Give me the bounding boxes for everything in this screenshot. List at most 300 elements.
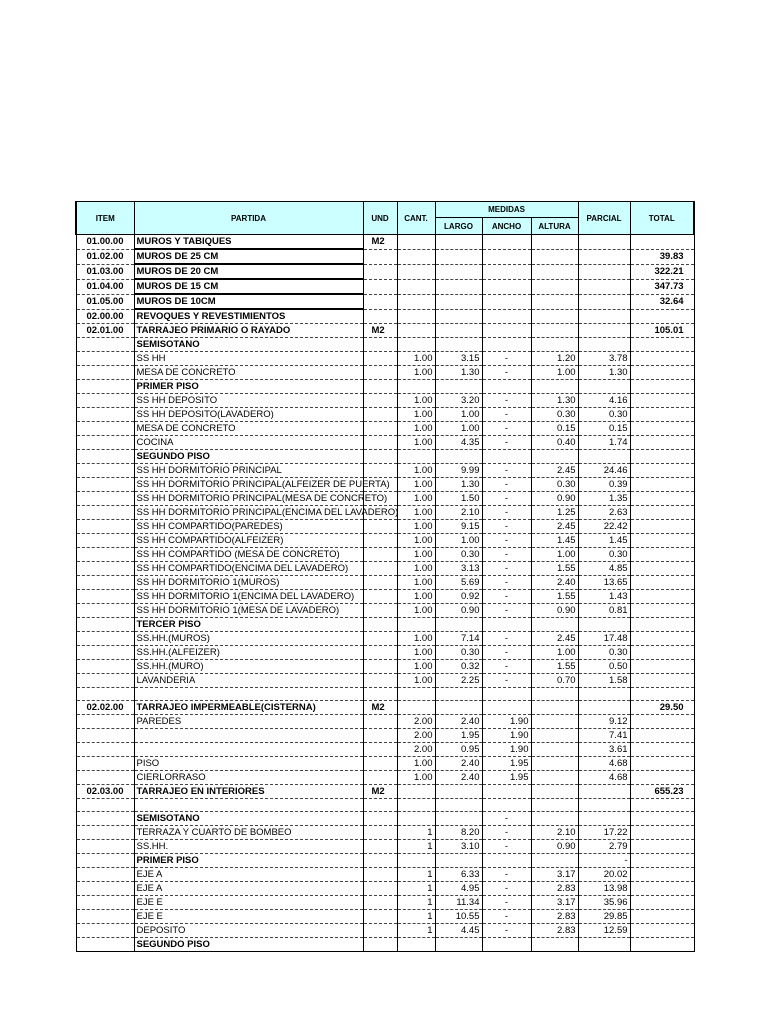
parcial-cell: 3.61 xyxy=(578,743,630,757)
ancho-cell: - xyxy=(482,882,531,896)
item-cell: 01.03.00 xyxy=(76,264,134,279)
total-cell xyxy=(630,826,694,840)
total-cell xyxy=(630,910,694,924)
ancho-cell xyxy=(482,854,531,868)
cant-cell xyxy=(397,854,435,868)
parcial-cell: 2.63 xyxy=(578,506,630,520)
parcial-cell xyxy=(578,688,630,701)
partida-cell xyxy=(134,743,363,757)
table-row xyxy=(76,840,694,854)
total-cell xyxy=(630,660,694,674)
largo-cell: 3.10 xyxy=(435,840,482,854)
partida-cell: DEPOSITO xyxy=(134,924,363,938)
cant-cell: 1.00 xyxy=(397,352,435,366)
partida-cell: SS HH COMPARTIDO(ALFEIZER) xyxy=(134,534,363,548)
largo-cell: 0.30 xyxy=(435,646,482,660)
largo-cell: 8.20 xyxy=(435,826,482,840)
parcial-cell: 0.30 xyxy=(578,548,630,562)
und-cell xyxy=(363,562,397,576)
cant-cell: 1.00 xyxy=(397,520,435,534)
altura-cell xyxy=(531,715,578,729)
parcial-cell: 4.16 xyxy=(578,394,630,408)
partida-cell: TARRAJEO PRIMARIO O RAYADO xyxy=(134,324,363,338)
parcial-cell xyxy=(578,380,630,394)
metrado-table xyxy=(75,201,695,952)
und-cell xyxy=(363,309,397,324)
largo-cell: 5.69 xyxy=(435,576,482,590)
largo-cell: 9.99 xyxy=(435,464,482,478)
altura-cell: 1.00 xyxy=(531,366,578,380)
item-cell xyxy=(76,868,134,882)
table-row xyxy=(76,618,694,632)
partida-cell: SS HH DEPOSITO(LAVADERO) xyxy=(134,408,363,422)
altura-cell: 1.55 xyxy=(531,590,578,604)
cant-cell xyxy=(397,324,435,338)
largo-cell xyxy=(435,812,482,826)
parcial-cell: 9.12 xyxy=(578,715,630,729)
table-row xyxy=(76,590,694,604)
ancho-cell: - xyxy=(482,590,531,604)
table-row xyxy=(76,534,694,548)
largo-cell xyxy=(435,380,482,394)
table-row xyxy=(76,235,694,250)
partida-cell: MESA DE CONCRETO xyxy=(134,422,363,436)
ancho-cell: - xyxy=(482,562,531,576)
total-cell xyxy=(630,534,694,548)
item-cell xyxy=(76,826,134,840)
partida-cell: SS HH COMPARTIDO(ENCIMA DEL LAVADERO) xyxy=(134,562,363,576)
altura-cell xyxy=(531,450,578,464)
total-cell xyxy=(630,450,694,464)
und-cell xyxy=(363,520,397,534)
table-row xyxy=(76,896,694,910)
header-altura: ALTURA xyxy=(531,218,578,235)
item-cell: 02.02.00 xyxy=(76,701,134,715)
ancho-cell xyxy=(482,338,531,352)
total-cell xyxy=(630,408,694,422)
partida-cell: MUROS DE 10CM xyxy=(134,294,363,309)
table-row xyxy=(76,646,694,660)
und-cell: M2 xyxy=(363,324,397,338)
cant-cell: 1.00 xyxy=(397,366,435,380)
item-cell xyxy=(76,799,134,812)
ancho-cell: - xyxy=(482,478,531,492)
item-cell xyxy=(76,492,134,506)
und-cell xyxy=(363,618,397,632)
total-cell: 655.23 xyxy=(630,785,694,799)
ancho-cell xyxy=(482,938,531,952)
partida-cell: SS HH DORMITORIO 1(ENCIMA DEL LAVADERO) xyxy=(134,590,363,604)
cant-cell: 2.00 xyxy=(397,715,435,729)
cant-cell xyxy=(397,701,435,715)
table-row xyxy=(76,309,694,324)
und-cell: M2 xyxy=(363,785,397,799)
largo-cell: 1.30 xyxy=(435,478,482,492)
partida-cell: SEGUNDO PISO xyxy=(134,938,363,952)
partida-cell: PRIMER PISO xyxy=(134,380,363,394)
cant-cell: 1.00 xyxy=(397,548,435,562)
cant-cell: 1.00 xyxy=(397,674,435,688)
und-cell xyxy=(363,352,397,366)
table-row xyxy=(76,826,694,840)
item-cell: 01.00.00 xyxy=(76,235,134,250)
ancho-cell: 1.95 xyxy=(482,757,531,771)
cant-cell: 1 xyxy=(397,882,435,896)
largo-cell xyxy=(435,279,482,294)
altura-cell xyxy=(531,309,578,324)
partida-cell: TERCER PISO xyxy=(134,618,363,632)
item-cell xyxy=(76,534,134,548)
largo-cell: 1.30 xyxy=(435,366,482,380)
partida-cell: REVOQUES Y REVESTIMIENTOS xyxy=(134,309,363,324)
largo-cell xyxy=(435,249,482,264)
cant-cell xyxy=(397,812,435,826)
item-cell: 01.02.00 xyxy=(76,249,134,264)
cant-cell: 1.00 xyxy=(397,646,435,660)
largo-cell: 0.95 xyxy=(435,743,482,757)
item-cell xyxy=(76,436,134,450)
cant-cell xyxy=(397,618,435,632)
item-cell xyxy=(76,464,134,478)
altura-cell: 0.30 xyxy=(531,478,578,492)
partida-cell: MESA DE CONCRETO xyxy=(134,366,363,380)
altura-cell xyxy=(531,771,578,785)
largo-cell: 2.25 xyxy=(435,674,482,688)
ancho-cell xyxy=(482,264,531,279)
total-cell xyxy=(630,646,694,660)
total-cell xyxy=(630,854,694,868)
altura-cell: 0.30 xyxy=(531,408,578,422)
parcial-cell: 17.22 xyxy=(578,826,630,840)
table-row xyxy=(76,771,694,785)
table-row xyxy=(76,338,694,352)
ancho-cell xyxy=(482,785,531,799)
und-cell xyxy=(363,868,397,882)
largo-cell: 2.10 xyxy=(435,506,482,520)
item-cell xyxy=(76,938,134,952)
partida-cell xyxy=(134,729,363,743)
cant-cell: 1.00 xyxy=(397,660,435,674)
und-cell xyxy=(363,743,397,757)
largo-cell: 0.30 xyxy=(435,548,482,562)
parcial-cell xyxy=(578,294,630,309)
largo-cell: 3.15 xyxy=(435,352,482,366)
und-cell xyxy=(363,840,397,854)
und-cell xyxy=(363,294,397,309)
altura-cell xyxy=(531,812,578,826)
und-cell xyxy=(363,938,397,952)
partida-cell: TERRAZA Y CUARTO DE BOMBEO xyxy=(134,826,363,840)
item-cell xyxy=(76,757,134,771)
ancho-cell: - xyxy=(482,632,531,646)
und-cell xyxy=(363,338,397,352)
table-row xyxy=(76,380,694,394)
ancho-cell: - xyxy=(482,506,531,520)
largo-cell: 6.33 xyxy=(435,868,482,882)
parcial-cell: 13.65 xyxy=(578,576,630,590)
altura-cell: 1.55 xyxy=(531,562,578,576)
total-cell: 32.64 xyxy=(630,294,694,309)
und-cell xyxy=(363,729,397,743)
total-cell: 39.83 xyxy=(630,249,694,264)
table-row xyxy=(76,924,694,938)
parcial-cell xyxy=(578,938,630,952)
item-cell xyxy=(76,812,134,826)
und-cell xyxy=(363,896,397,910)
ancho-cell: - xyxy=(482,826,531,840)
altura-cell: 1.25 xyxy=(531,506,578,520)
altura-cell: 1.45 xyxy=(531,534,578,548)
total-cell xyxy=(630,688,694,701)
total-cell: 105.01 xyxy=(630,324,694,338)
table-row xyxy=(76,882,694,896)
und-cell xyxy=(363,812,397,826)
parcial-cell xyxy=(578,785,630,799)
largo-cell xyxy=(435,294,482,309)
parcial-cell: 20.02 xyxy=(578,868,630,882)
cant-cell: 1 xyxy=(397,924,435,938)
cant-cell: 2.00 xyxy=(397,743,435,757)
table-header xyxy=(76,202,694,235)
header-parcial: PARCIAL xyxy=(578,202,630,235)
parcial-cell: 1.30 xyxy=(578,366,630,380)
und-cell xyxy=(363,604,397,618)
header-item: ITEM xyxy=(76,202,134,235)
item-cell xyxy=(76,576,134,590)
total-cell xyxy=(630,492,694,506)
ancho-cell: - xyxy=(482,534,531,548)
parcial-cell xyxy=(578,799,630,812)
partida-cell: LAVANDERIA xyxy=(134,674,363,688)
largo-cell: 3.20 xyxy=(435,394,482,408)
ancho-cell: - xyxy=(482,422,531,436)
cant-cell: 1 xyxy=(397,896,435,910)
total-cell xyxy=(630,394,694,408)
item-cell xyxy=(76,743,134,757)
und-cell xyxy=(363,408,397,422)
cant-cell xyxy=(397,688,435,701)
ancho-cell xyxy=(482,380,531,394)
altura-cell: 0.15 xyxy=(531,422,578,436)
und-cell xyxy=(363,674,397,688)
item-cell xyxy=(76,632,134,646)
table-row xyxy=(76,324,694,338)
parcial-cell: 1.43 xyxy=(578,590,630,604)
table-row xyxy=(76,492,694,506)
ancho-cell: - xyxy=(482,896,531,910)
cant-cell: 1.00 xyxy=(397,562,435,576)
parcial-cell xyxy=(578,812,630,826)
total-cell xyxy=(630,771,694,785)
largo-cell xyxy=(435,309,482,324)
largo-cell xyxy=(435,618,482,632)
table-body xyxy=(76,235,694,952)
parcial-cell xyxy=(578,338,630,352)
item-cell xyxy=(76,394,134,408)
und-cell xyxy=(363,366,397,380)
parcial-cell: 24.46 xyxy=(578,464,630,478)
table-row xyxy=(76,366,694,380)
item-cell: 01.04.00 xyxy=(76,279,134,294)
altura-cell xyxy=(531,785,578,799)
header-largo: LARGO xyxy=(435,218,482,235)
total-cell xyxy=(630,729,694,743)
table-row xyxy=(76,632,694,646)
item-cell xyxy=(76,896,134,910)
item-cell xyxy=(76,352,134,366)
partida-cell: SEGUNDO PISO xyxy=(134,450,363,464)
largo-cell: 3.13 xyxy=(435,562,482,576)
altura-cell: 1.55 xyxy=(531,660,578,674)
item-cell xyxy=(76,924,134,938)
cant-cell: 1.00 xyxy=(397,478,435,492)
total-cell xyxy=(630,380,694,394)
und-cell xyxy=(363,394,397,408)
largo-cell xyxy=(435,854,482,868)
item-cell xyxy=(76,646,134,660)
parcial-cell: 0.30 xyxy=(578,408,630,422)
altura-cell: 3.17 xyxy=(531,896,578,910)
largo-cell: 1.00 xyxy=(435,534,482,548)
altura-cell: 0.70 xyxy=(531,674,578,688)
ancho-cell xyxy=(482,701,531,715)
cant-cell xyxy=(397,338,435,352)
partida-cell: TARRAJEO EN INTERIORES xyxy=(134,785,363,799)
item-cell xyxy=(76,562,134,576)
und-cell xyxy=(363,924,397,938)
ancho-cell: - xyxy=(482,520,531,534)
parcial-cell: 0.50 xyxy=(578,660,630,674)
item-cell xyxy=(76,771,134,785)
cant-cell xyxy=(397,450,435,464)
partida-cell: COCINA xyxy=(134,436,363,450)
largo-cell: 2.40 xyxy=(435,757,482,771)
table-row xyxy=(76,576,694,590)
ancho-cell xyxy=(482,450,531,464)
cant-cell xyxy=(397,799,435,812)
parcial-cell: 13.98 xyxy=(578,882,630,896)
item-cell xyxy=(76,604,134,618)
cant-cell: 1.00 xyxy=(397,632,435,646)
partida-cell: SEMISOTANO xyxy=(134,812,363,826)
cant-cell: 2.00 xyxy=(397,729,435,743)
total-cell xyxy=(630,882,694,896)
ancho-cell: - xyxy=(482,868,531,882)
item-cell: 02.00.00 xyxy=(76,309,134,324)
ancho-cell: - xyxy=(482,394,531,408)
partida-cell: EJE E xyxy=(134,910,363,924)
table-row xyxy=(76,729,694,743)
cant-cell: 1.00 xyxy=(397,464,435,478)
cant-cell xyxy=(397,279,435,294)
ancho-cell: - xyxy=(482,576,531,590)
ancho-cell: - xyxy=(482,352,531,366)
largo-cell: 0.92 xyxy=(435,590,482,604)
table-row xyxy=(76,506,694,520)
largo-cell: 1.00 xyxy=(435,422,482,436)
partida-cell: MUROS DE 15 CM xyxy=(134,279,363,294)
parcial-cell: 3.78 xyxy=(578,352,630,366)
parcial-cell: 1.35 xyxy=(578,492,630,506)
largo-cell xyxy=(435,338,482,352)
ancho-cell xyxy=(482,294,531,309)
total-cell xyxy=(630,520,694,534)
parcial-cell: 2.79 xyxy=(578,840,630,854)
item-cell xyxy=(76,854,134,868)
table-row xyxy=(76,660,694,674)
largo-cell xyxy=(435,235,482,250)
largo-cell: 4.95 xyxy=(435,882,482,896)
parcial-cell: 1.74 xyxy=(578,436,630,450)
und-cell: M2 xyxy=(363,701,397,715)
partida-cell: SS HH DORMITORIO 1(MUROS) xyxy=(134,576,363,590)
table-row xyxy=(76,799,694,812)
largo-cell: 1.50 xyxy=(435,492,482,506)
und-cell xyxy=(363,771,397,785)
item-cell xyxy=(76,422,134,436)
table-row xyxy=(76,279,694,294)
altura-cell xyxy=(531,264,578,279)
cant-cell: 1.00 xyxy=(397,757,435,771)
und-cell xyxy=(363,882,397,896)
table-row xyxy=(76,868,694,882)
table-row xyxy=(76,352,694,366)
cant-cell: 1.00 xyxy=(397,604,435,618)
partida-cell: MUROS DE 25 CM xyxy=(134,249,363,264)
header-und: UND xyxy=(363,202,397,235)
item-cell xyxy=(76,590,134,604)
parcial-cell xyxy=(578,309,630,324)
cant-cell: 1.00 xyxy=(397,506,435,520)
altura-cell xyxy=(531,235,578,250)
cant-cell: 1.00 xyxy=(397,422,435,436)
altura-cell: 2.40 xyxy=(531,576,578,590)
partida-cell: SS.HH.(MURO) xyxy=(134,660,363,674)
item-cell xyxy=(76,520,134,534)
largo-cell xyxy=(435,938,482,952)
parcial-cell: - xyxy=(578,854,630,868)
parcial-cell: 7.41 xyxy=(578,729,630,743)
cant-cell: 1.00 xyxy=(397,534,435,548)
item-cell xyxy=(76,618,134,632)
ancho-cell xyxy=(482,324,531,338)
parcial-cell: 17.48 xyxy=(578,632,630,646)
total-cell: 322.21 xyxy=(630,264,694,279)
ancho-cell: - xyxy=(482,646,531,660)
und-cell xyxy=(363,249,397,264)
parcial-cell xyxy=(578,324,630,338)
partida-cell xyxy=(134,799,363,812)
table-row xyxy=(76,701,694,715)
parcial-cell xyxy=(578,618,630,632)
altura-cell xyxy=(531,688,578,701)
cant-cell: 1.00 xyxy=(397,436,435,450)
cant-cell: 1.00 xyxy=(397,408,435,422)
table-row xyxy=(76,562,694,576)
largo-cell: 7.14 xyxy=(435,632,482,646)
altura-cell: 0.90 xyxy=(531,604,578,618)
ancho-cell: 1.90 xyxy=(482,729,531,743)
altura-cell: 1.30 xyxy=(531,394,578,408)
und-cell xyxy=(363,632,397,646)
ancho-cell: - xyxy=(482,924,531,938)
total-cell xyxy=(630,436,694,450)
und-cell xyxy=(363,380,397,394)
altura-cell: 1.20 xyxy=(531,352,578,366)
altura-cell: 2.83 xyxy=(531,882,578,896)
partida-cell: EJE E xyxy=(134,896,363,910)
largo-cell: 2.40 xyxy=(435,771,482,785)
